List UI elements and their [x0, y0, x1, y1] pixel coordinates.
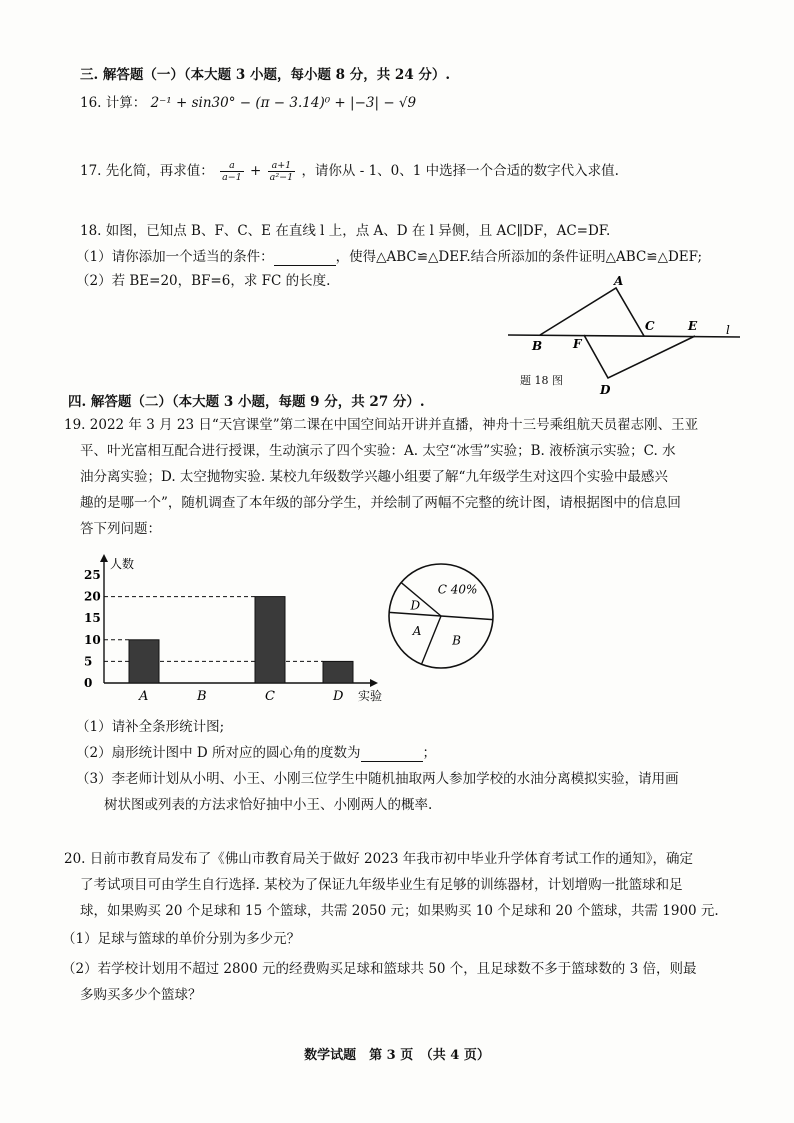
- y-axis-arrow: [100, 554, 108, 562]
- line-l: [508, 335, 740, 337]
- label-l: l: [726, 323, 730, 337]
- q20-part2-line2: 多购买多少个篮球？: [80, 987, 202, 1003]
- q16-prefix: 计算：: [105, 95, 147, 111]
- q20-part1: （1）足球与篮球的单价分别为多少元？: [62, 931, 301, 947]
- q17-suffix: ，请你从 - 1、0、1 中选择一个合适的数字代入求值.: [301, 163, 619, 179]
- q19-line5: 答下列问题：: [80, 521, 161, 537]
- pie-slice-label: A: [412, 624, 422, 639]
- y-tick-label: 25: [84, 568, 101, 582]
- pie-slice-boundary: [441, 616, 493, 620]
- pie-slice-label: B: [452, 633, 461, 648]
- q19-part3-line1: （3）李老师计划从小明、小王、小刚三位学生中随机抽取两人参加学校的水油分离模拟实验，请用画: [76, 771, 679, 787]
- q19-answer-blank[interactable]: [361, 747, 423, 762]
- label-A: A: [614, 274, 624, 288]
- bar: [255, 597, 285, 683]
- x-tick-label: D: [333, 689, 344, 704]
- x-tick-label: C: [265, 689, 275, 704]
- pie-slice-label: D: [410, 598, 421, 613]
- figure-18-caption: 题 18 图: [520, 374, 563, 387]
- y-tick-label: 20: [84, 589, 101, 604]
- q17-frac2-numerator: a+1: [268, 160, 295, 172]
- pie-slice-boundary: [389, 612, 441, 616]
- q17-plus: +: [250, 163, 262, 179]
- section3-heading: 三. 解答题（一）（本大题 3 小题，每小题 8 分，共 24 分）.: [80, 67, 451, 83]
- pie-slice-boundary: [422, 616, 441, 664]
- bar: [323, 661, 353, 683]
- bar-chart: [70, 550, 400, 710]
- q17-frac1-denominator: a−1: [222, 172, 242, 183]
- q20-line3: 球，如果购买 20 个足球和 15 个篮球，共需 2050 元；如果购买 10 个足球和 20 个篮球，共需 1900 元.: [80, 903, 719, 919]
- q18-part1-suffix: ，使得△ABC≌△DEF.结合所添加的条件证明△ABC≌△DEF;: [335, 249, 703, 265]
- q19-line4: 趣的是哪一个”，随机调查了本年级的部分学生，并绘制了两幅不完整的统计图，请根据图中的信息回: [80, 495, 681, 511]
- q16-number: 16.: [80, 95, 102, 111]
- question-16: [80, 94, 416, 112]
- q17-frac2-denominator: a²−1: [269, 172, 294, 183]
- question-17: [80, 156, 619, 186]
- q19-part2: [76, 744, 436, 762]
- q19-line2: 平、叶光富相互配合进行授课，生动演示了四个实验：A. 太空“冰雪”实验；B. 液桥演示实验；C. 水: [80, 443, 676, 459]
- q17-number: 17.: [80, 163, 102, 179]
- label-F: F: [573, 337, 582, 351]
- q18-line1: 18. 如图，已知点 B、F、C、E 在直线 l 上，点 A、D 在 l 异侧，且 AC∥DF，AC=DF.: [80, 223, 611, 239]
- y-tick-label: 0: [84, 676, 93, 690]
- q17-frac1-numerator: a: [220, 160, 244, 172]
- q19-part2-suffix: ；: [422, 745, 436, 761]
- q16-expression: 2⁻¹ + sin30° − (π − 3.14)⁰ + |−3| − √9: [150, 95, 417, 111]
- label-C: C: [645, 319, 655, 333]
- q18-answer-blank[interactable]: [274, 251, 336, 266]
- q18-part1-prefix: （1）请你添加一个适当的条件：: [76, 249, 274, 265]
- x-axis-label: 实验: [358, 689, 383, 703]
- y-tick-label: 10: [84, 632, 101, 647]
- x-axis-arrow: [370, 679, 378, 687]
- q20-line1: 20. 日前市教育局发布了《佛山市教育局关于做好 2023 年我市初中毕业升学体育考试工作的通知》，确定: [64, 851, 693, 867]
- label-B: B: [532, 339, 543, 353]
- q19-part1: （1）请补全条形统计图;: [76, 719, 225, 735]
- y-tick-label: 15: [84, 611, 101, 626]
- bar: [129, 640, 159, 683]
- q20-line2: 了考试项目可由学生自行选择. 某校为了保证九年级毕业生有足够的训练器材，计划增购一批篮球和足: [80, 877, 683, 893]
- label-D: D: [600, 383, 611, 397]
- pie-chart: [385, 548, 495, 683]
- q17-prefix: 先化简，再求值：: [105, 163, 214, 179]
- page-footer: 数学试题 第 3 页 （共 4 页）: [304, 1048, 490, 1063]
- q19-part2-prefix: （2）扇形统计图中 D 所对应的圆心角的度数为: [76, 745, 361, 761]
- x-tick-label: A: [139, 689, 149, 704]
- q17-fraction-1: [220, 160, 244, 183]
- y-axis-label: 人数: [110, 557, 135, 571]
- y-tick-label: 5: [84, 654, 93, 669]
- q20-part2-line1: （2）若学校计划用不超过 2800 元的经费购买足球和篮球共 50 个，且足球数不多于篮球数的 3 倍，则最: [62, 961, 697, 977]
- q19-line1: 19. 2022 年 3 月 23 日“天宫课堂”第二课在中国空间站开讲并直播，神舟十三号乘组航天员翟志刚、王亚: [64, 417, 699, 433]
- x-tick-label: B: [197, 689, 207, 704]
- q19-line3: 油分离实验；D. 太空抛物实验. 某校九年级数学兴趣小组要了解“九年级学生对这四个实验中最感兴: [80, 469, 668, 485]
- q19-part3-line2: 树状图或列表的方法求恰好抽中小王、小刚两人的概率.: [104, 797, 433, 813]
- q17-fraction-2: [268, 160, 295, 183]
- q18-part1: [76, 248, 702, 266]
- label-E: E: [688, 319, 698, 333]
- section4-heading: 四. 解答题（二）（本大题 3 小题，每题 9 分，共 27 分）.: [68, 394, 425, 410]
- triangle-abc: [540, 288, 644, 336]
- triangle-def: [584, 335, 695, 378]
- pie-slice-label: C 40%: [437, 582, 478, 597]
- q18-part2: （2）若 BE=20，BF=6，求 FC 的长度.: [76, 273, 331, 289]
- pie-slice-boundary: [401, 583, 441, 616]
